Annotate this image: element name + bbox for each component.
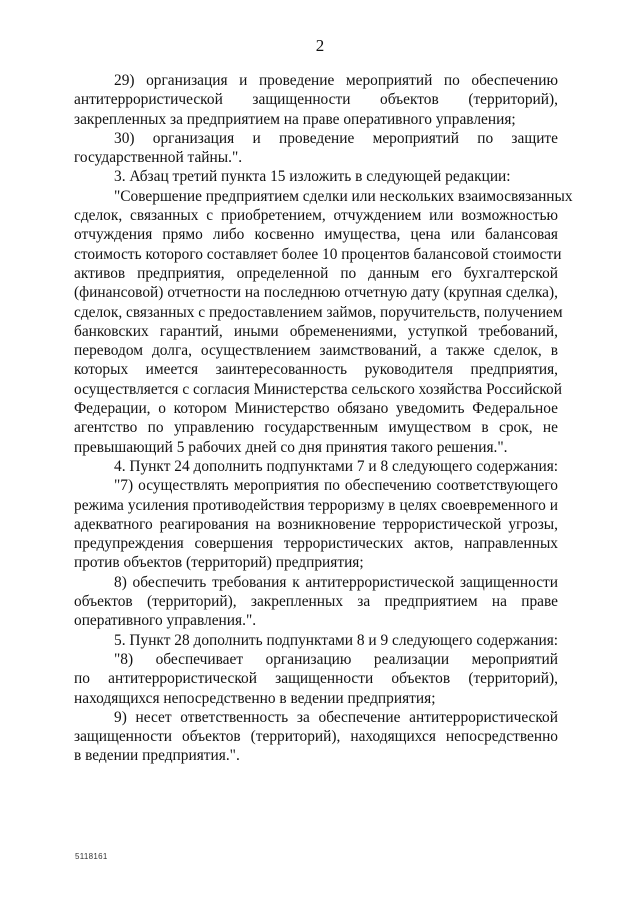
paragraph — [74, 631, 558, 650]
text-line: сделок, связанных с предоставлением займов, поручительств, получением — [74, 303, 563, 321]
text-line: 4. Пункт 24 дополнить подпунктами 7 и 8 следующего содержания: — [114, 457, 559, 475]
text-line: отчуждения прямо либо косвенно имущества, цена или балансовая — [74, 226, 558, 244]
text-line: "Совершение предприятием сделки или нескольких взаимосвязанных — [114, 187, 573, 205]
document-body — [74, 71, 573, 766]
text-line: режима усиления противодействия терроризму в целях своевременного и — [74, 496, 558, 514]
text-line: "7) осуществлять мероприятия по обеспечению соответствующего — [114, 477, 558, 495]
text-line: "8) обеспечивает организацию реализации мероприятий — [114, 650, 558, 668]
text-line: защищенности объектов (территорий), находящихся непосредственно — [74, 728, 558, 746]
paragraph — [74, 457, 558, 476]
text-line: оперативного управления.". — [74, 612, 257, 630]
text-line: стоимость которого составляет более 10 процентов балансовой стоимости — [74, 245, 562, 263]
text-line: против объектов (территорий) предприятия; — [74, 554, 364, 572]
text-line: по антитеррористической защищенности объектов (территорий), — [74, 670, 558, 688]
document-footer-code: 5118161 — [75, 852, 108, 861]
text-line: находящихся непосредственно в ведении предприятия; — [74, 689, 436, 707]
paragraph — [74, 167, 558, 186]
text-line: банковских гарантий, иными обременениями, уступкой требований, — [74, 322, 558, 340]
page-number: 2 — [315, 36, 325, 55]
text-line: агентство по управлению государственным имуществом в срок, не — [74, 419, 558, 437]
text-line: (финансовой) отчетности на последнюю отчетную дату (крупная сделка), — [74, 284, 558, 302]
text-line: осуществляется с согласия Министерства сельского хозяйства Российской — [74, 380, 562, 398]
text-line: сделок, связанных с приобретением, отчуждением или возможностью — [74, 207, 558, 225]
paragraph — [74, 129, 558, 168]
text-line: закрепленных за предприятием на праве оперативного управления; — [74, 110, 516, 128]
text-line: 30) организация и проведение мероприятий по защите — [114, 129, 558, 147]
text-line: 29) организация и проведение мероприятий по обеспечению — [114, 72, 558, 89]
paragraph — [74, 573, 558, 631]
text-line: в ведении предприятия.". — [74, 747, 240, 765]
text-line: государственной тайны.". — [74, 149, 243, 167]
text-line: переводом долга, осуществлением заимствований, а также сделок, в — [74, 342, 558, 360]
paragraph — [74, 650, 558, 708]
text-line: 8) обеспечить требования к антитеррористической защищенности — [114, 573, 558, 591]
text-line: адекватного реагирования на возникновение террористической угрозы, — [74, 515, 558, 533]
text-line: превышающий 5 рабочих дней со дня принятия такого решения.". — [74, 438, 508, 456]
text-line: которых имеется заинтересованность руководителя предприятия, — [74, 361, 558, 379]
text-line: предупреждения совершения террористических актов, направленных — [74, 535, 558, 553]
paragraph — [74, 708, 558, 766]
text-line: 3. Абзац третий пункта 15 изложить в следующей редакции: — [114, 168, 511, 186]
paragraph — [74, 187, 573, 457]
paragraph — [74, 476, 558, 572]
text-line: объектов (территорий), закрепленных за предприятием на праве — [74, 593, 558, 611]
text-line: 5. Пункт 28 дополнить подпунктами 8 и 9 следующего содержания: — [114, 631, 559, 649]
paragraph — [74, 71, 558, 129]
text-line: 9) несет ответственность за обеспечение антитеррористической — [114, 708, 558, 726]
text-line: антитеррористической защищенности объектов (территорий), — [74, 91, 558, 109]
text-line: активов предприятия, определенной по данным его бухгалтерской — [74, 264, 558, 282]
text-line: Федерации, о котором Министерство обязано уведомить Федеральное — [74, 400, 558, 418]
